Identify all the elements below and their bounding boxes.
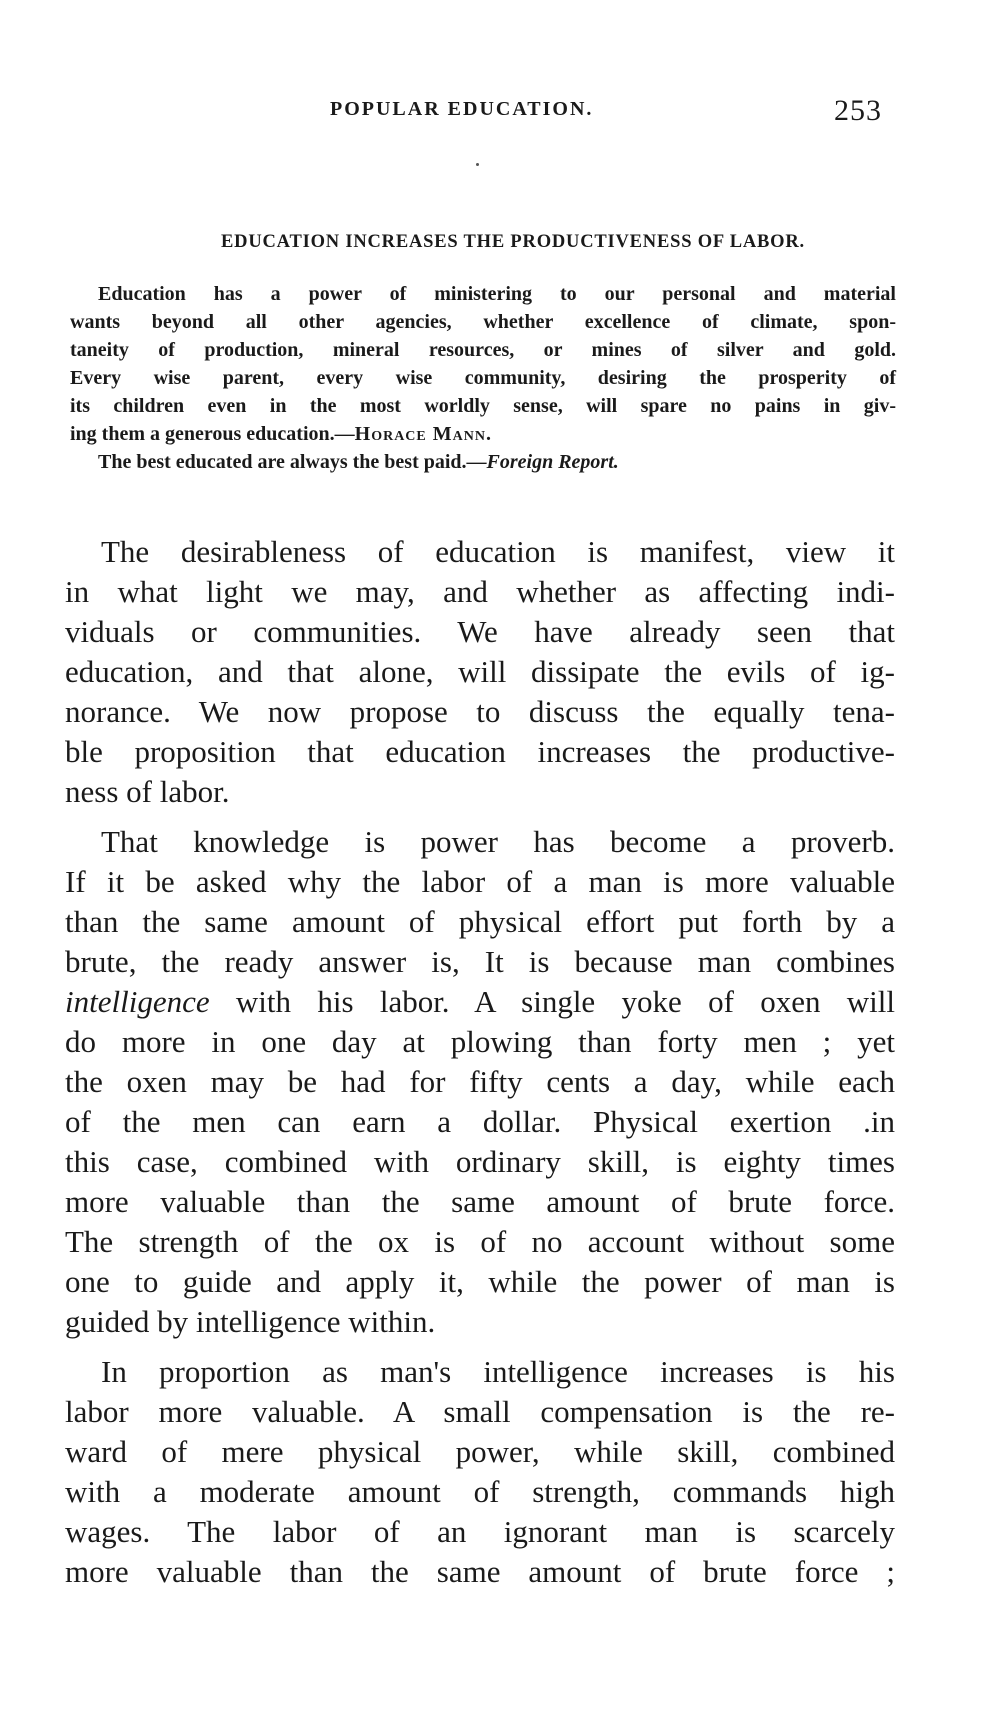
body-line-rest: with his labor. A single yoke of oxen will [209, 984, 895, 1019]
page-number: 253 [834, 94, 882, 127]
body-line: with a moderate amount of strength, commands high [65, 1474, 895, 1509]
body-line: do more in one day at plowing than forty men ; yet [65, 1024, 895, 1059]
body-text [65, 532, 895, 1602]
body-line [65, 982, 895, 1022]
epigraph-line: taneity of production, mineral resources, or mines of silver and gold. [70, 339, 896, 361]
section-heading: EDUCATION INCREASES THE PRODUCTIVENESS OF LABOR. [221, 232, 805, 252]
body-line: The strength of the ox is of no account without some [65, 1224, 895, 1259]
body-line: one to guide and apply it, while the power of man is [65, 1264, 895, 1299]
epigraph-quote-2 [70, 448, 896, 476]
epigraph-author: Horace Mann. [354, 423, 492, 445]
body-line: brute, the ready answer is, It is because man combines [65, 944, 895, 979]
emphasis-intelligence: intelligence [65, 984, 210, 1019]
body-line: than the same amount of physical effort put forth by a [65, 904, 895, 939]
body-line: wages. The labor of an ignorant man is scarcely [65, 1514, 895, 1549]
body-line: labor more valuable. A small compensation is the re- [65, 1394, 895, 1429]
paragraph-1 [65, 532, 895, 812]
epigraph-line: Education has a power of ministering to our personal and material [98, 283, 896, 305]
paragraph-2 [65, 822, 895, 1342]
body-line: more valuable than the same amount of brute force. [65, 1184, 895, 1219]
body-line: In proportion as man's intelligence increases is his [101, 1354, 895, 1389]
paragraph-3 [65, 1352, 895, 1592]
epigraph-last-text: ing them a generous education.— [70, 423, 355, 445]
quote2-source: Foreign Report. [486, 451, 619, 473]
body-line: ness of labor. [65, 774, 230, 809]
body-line: The desirableness of education is manifest, view it [101, 534, 895, 569]
body-line: If it be asked why the labor of a man is more valuable [65, 864, 895, 899]
running-title: POPULAR EDUCATION. [330, 98, 594, 120]
body-line: ward of mere physical power, while skill, combined [65, 1434, 895, 1469]
body-line: this case, combined with ordinary skill, is eighty times [65, 1144, 895, 1179]
print-speck [476, 163, 479, 166]
epigraph [70, 280, 896, 476]
quote2-text: The best educated are always the best paid.— [98, 451, 487, 473]
body-line: of the men can earn a dollar. Physical exertion .in [65, 1104, 895, 1139]
body-line: That knowledge is power has become a proverb. [101, 824, 895, 859]
epigraph-line: its children even in the most worldly sense, will spare no pains in giv- [70, 395, 896, 417]
body-line: education, and that alone, will dissipate the evils of ig- [65, 654, 895, 689]
epigraph-line: wants beyond all other agencies, whether excellence of climate, spon- [70, 311, 896, 333]
body-line: in what light we may, and whether as affecting indi- [65, 574, 895, 609]
epigraph-line [70, 420, 896, 448]
body-line: viduals or communities. We have already seen that [65, 614, 895, 649]
body-line: guided by intelligence within. [65, 1304, 436, 1339]
epigraph-line: Every wise parent, every wise community, desiring the prosperity of [70, 367, 896, 389]
body-line: more valuable than the same amount of brute force ; [65, 1554, 895, 1589]
body-line: ble proposition that education increases the productive- [65, 734, 895, 769]
body-line: the oxen may be had for fifty cents a day, while each [65, 1064, 895, 1099]
body-line: norance. We now propose to discuss the equally tena- [65, 694, 895, 729]
running-head [0, 94, 1006, 128]
